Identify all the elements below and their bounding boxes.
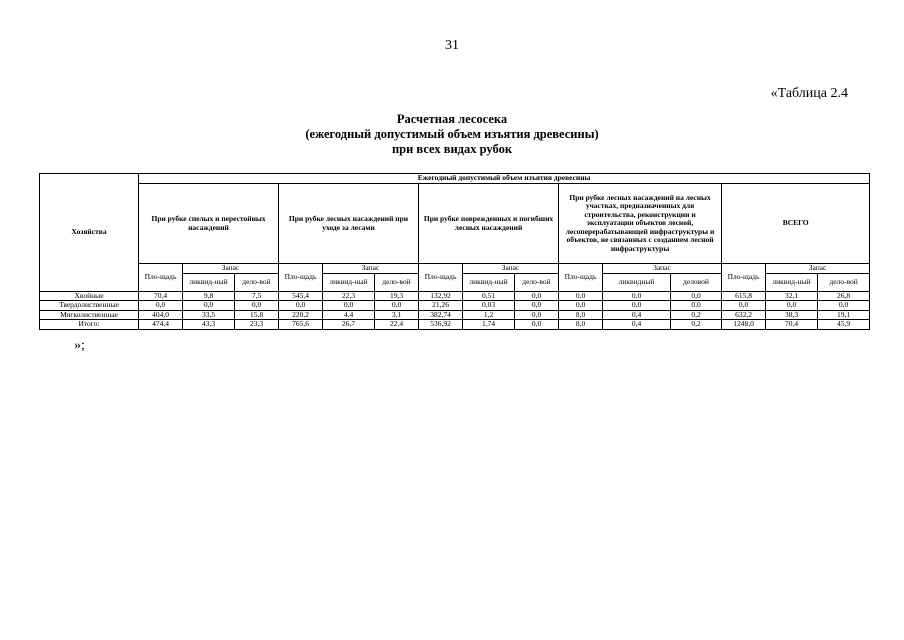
table-cell: 3,1 [375,310,419,319]
title-line-1: Расчетная лесосека [396,112,508,126]
table-cell: 0,0 [722,301,766,310]
closing-quote: »; [74,338,85,353]
area-header: Пло-щадь [139,264,183,292]
group-header: При рубке поврежденных и погибших лесных насаждений [419,184,559,264]
table-cell: 1,74 [463,320,515,329]
table-cell: 0,0 [183,301,235,310]
table-cell: 0,0 [375,301,419,310]
area-header: Пло-щадь [279,264,323,292]
table-cell: 15,8 [235,310,279,319]
table-cell: 0,0 [559,301,603,310]
table-cell: 536,92 [419,320,463,329]
table-cell: 0,51 [463,292,515,301]
area-header: Пло-щадь [559,264,603,292]
table-cell: 9,8 [183,292,235,301]
table-cell: 19,1 [818,310,870,319]
table-cell: 0,0 [671,301,722,310]
table-cell: 474,4 [139,320,183,329]
table-cell: 0,0 [279,301,323,310]
table-cell: 43,3 [183,320,235,329]
table-cell: 615,8 [722,292,766,301]
table-row [40,301,870,310]
table-cell: 21,26 [419,301,463,310]
table-cell: 132,92 [419,292,463,301]
business-header: дело-вой [375,274,419,292]
liquid-header: ликвид-ный [323,274,375,292]
liquid-header: ликвид-ный [463,274,515,292]
header-farm: Хозяйства [40,174,139,292]
table-cell: 0,4 [603,310,671,319]
table-cell: 8,0 [559,310,603,319]
table-cell: 382,74 [419,310,463,319]
row-name: Хвойные [40,292,139,301]
area-header: Пло-щадь [419,264,463,292]
table-cell: 0,03 [463,301,515,310]
table-cell: 0,0 [235,301,279,310]
stock-header: Запас [766,264,870,274]
table-cell: 0,0 [515,310,559,319]
table-cell: 33,5 [183,310,235,319]
table-cell: 7,5 [235,292,279,301]
stock-header: Запас [463,264,559,274]
business-header: дело-вой [818,274,870,292]
row-name: Итого: [40,320,139,329]
table-cell: 545,4 [279,292,323,301]
table-cell: 0,4 [603,320,671,329]
table-row-total [40,320,870,329]
group-header: При рубке лесных насаждений на лесных участках, предназначенных для строительства, реконструкции и эксплуатации объектов лесной, лесоперерабатывающей инфраструктуры и объектов, не связанных с созданием лесной инфраструктуры [559,184,722,264]
table-title [0,112,904,157]
table-cell: 0,0 [515,292,559,301]
table-cell: 0,0 [818,301,870,310]
row-name: Мягколиственные [40,310,139,319]
table-cell: 0,0 [671,292,722,301]
row-name: Твердолиственные [40,301,139,310]
table-cell: 0,0 [139,301,183,310]
table-cell: 0,0 [603,292,671,301]
table-cell: 70,4 [139,292,183,301]
table-cell: 632,2 [722,310,766,319]
table-cell: 23,3 [235,320,279,329]
table-cell: 4,4 [323,310,375,319]
table-cell: 22,4 [375,320,419,329]
table-cell: 1248,0 [722,320,766,329]
group-header: При рубке лесных насаждений при уходе за лесами [279,184,419,264]
table-cell: 32,1 [766,292,818,301]
stock-header: Запас [183,264,279,274]
table-cell: 38,3 [766,310,818,319]
page-number: 31 [445,38,459,53]
table-cell: 26,8 [818,292,870,301]
table-cell: 19,3 [375,292,419,301]
table-cell: 0,0 [559,292,603,301]
liquid-header: ликвидный [603,274,671,292]
table-cell: 8,0 [559,320,603,329]
table-cell: 0,0 [766,301,818,310]
business-header: дело-вой [515,274,559,292]
group-header: ВСЕГО [722,184,870,264]
stock-header: Запас [603,264,722,274]
table-cell: 220,2 [279,310,323,319]
table-cell: 0,2 [671,310,722,319]
group-header: При рубке спелых и перестойных насаждений [139,184,279,264]
table-cell: 70,4 [766,320,818,329]
table-cell: 45,9 [818,320,870,329]
liquid-header: ликвид-ный [183,274,235,292]
liquid-header: ликвид-ный [766,274,818,292]
header-top: Ежегодный допустимый объем изъятия древесины [139,174,870,184]
table-reference: «Таблица 2.4 [770,86,848,101]
business-header: дело-вой [235,274,279,292]
title-line-3: при всех видах рубок [391,142,513,156]
table-cell: 26,7 [323,320,375,329]
table-cell: 22,3 [323,292,375,301]
table-cell: 0,0 [515,320,559,329]
business-header: деловой [671,274,722,292]
table-cell: 0,0 [603,301,671,310]
table-cell: 765,6 [279,320,323,329]
table-cell: 0,0 [515,301,559,310]
table-cell: 0,0 [323,301,375,310]
area-header: Пло-щадь [722,264,766,292]
table-cell: 0,2 [671,320,722,329]
title-line-2: (ежегодный допустимый объем изъятия древесины) [305,127,599,141]
allowable-cut-table [39,173,870,330]
table-cell: 1,2 [463,310,515,319]
table-cell: 404,0 [139,310,183,319]
stock-header: Запас [323,264,419,274]
